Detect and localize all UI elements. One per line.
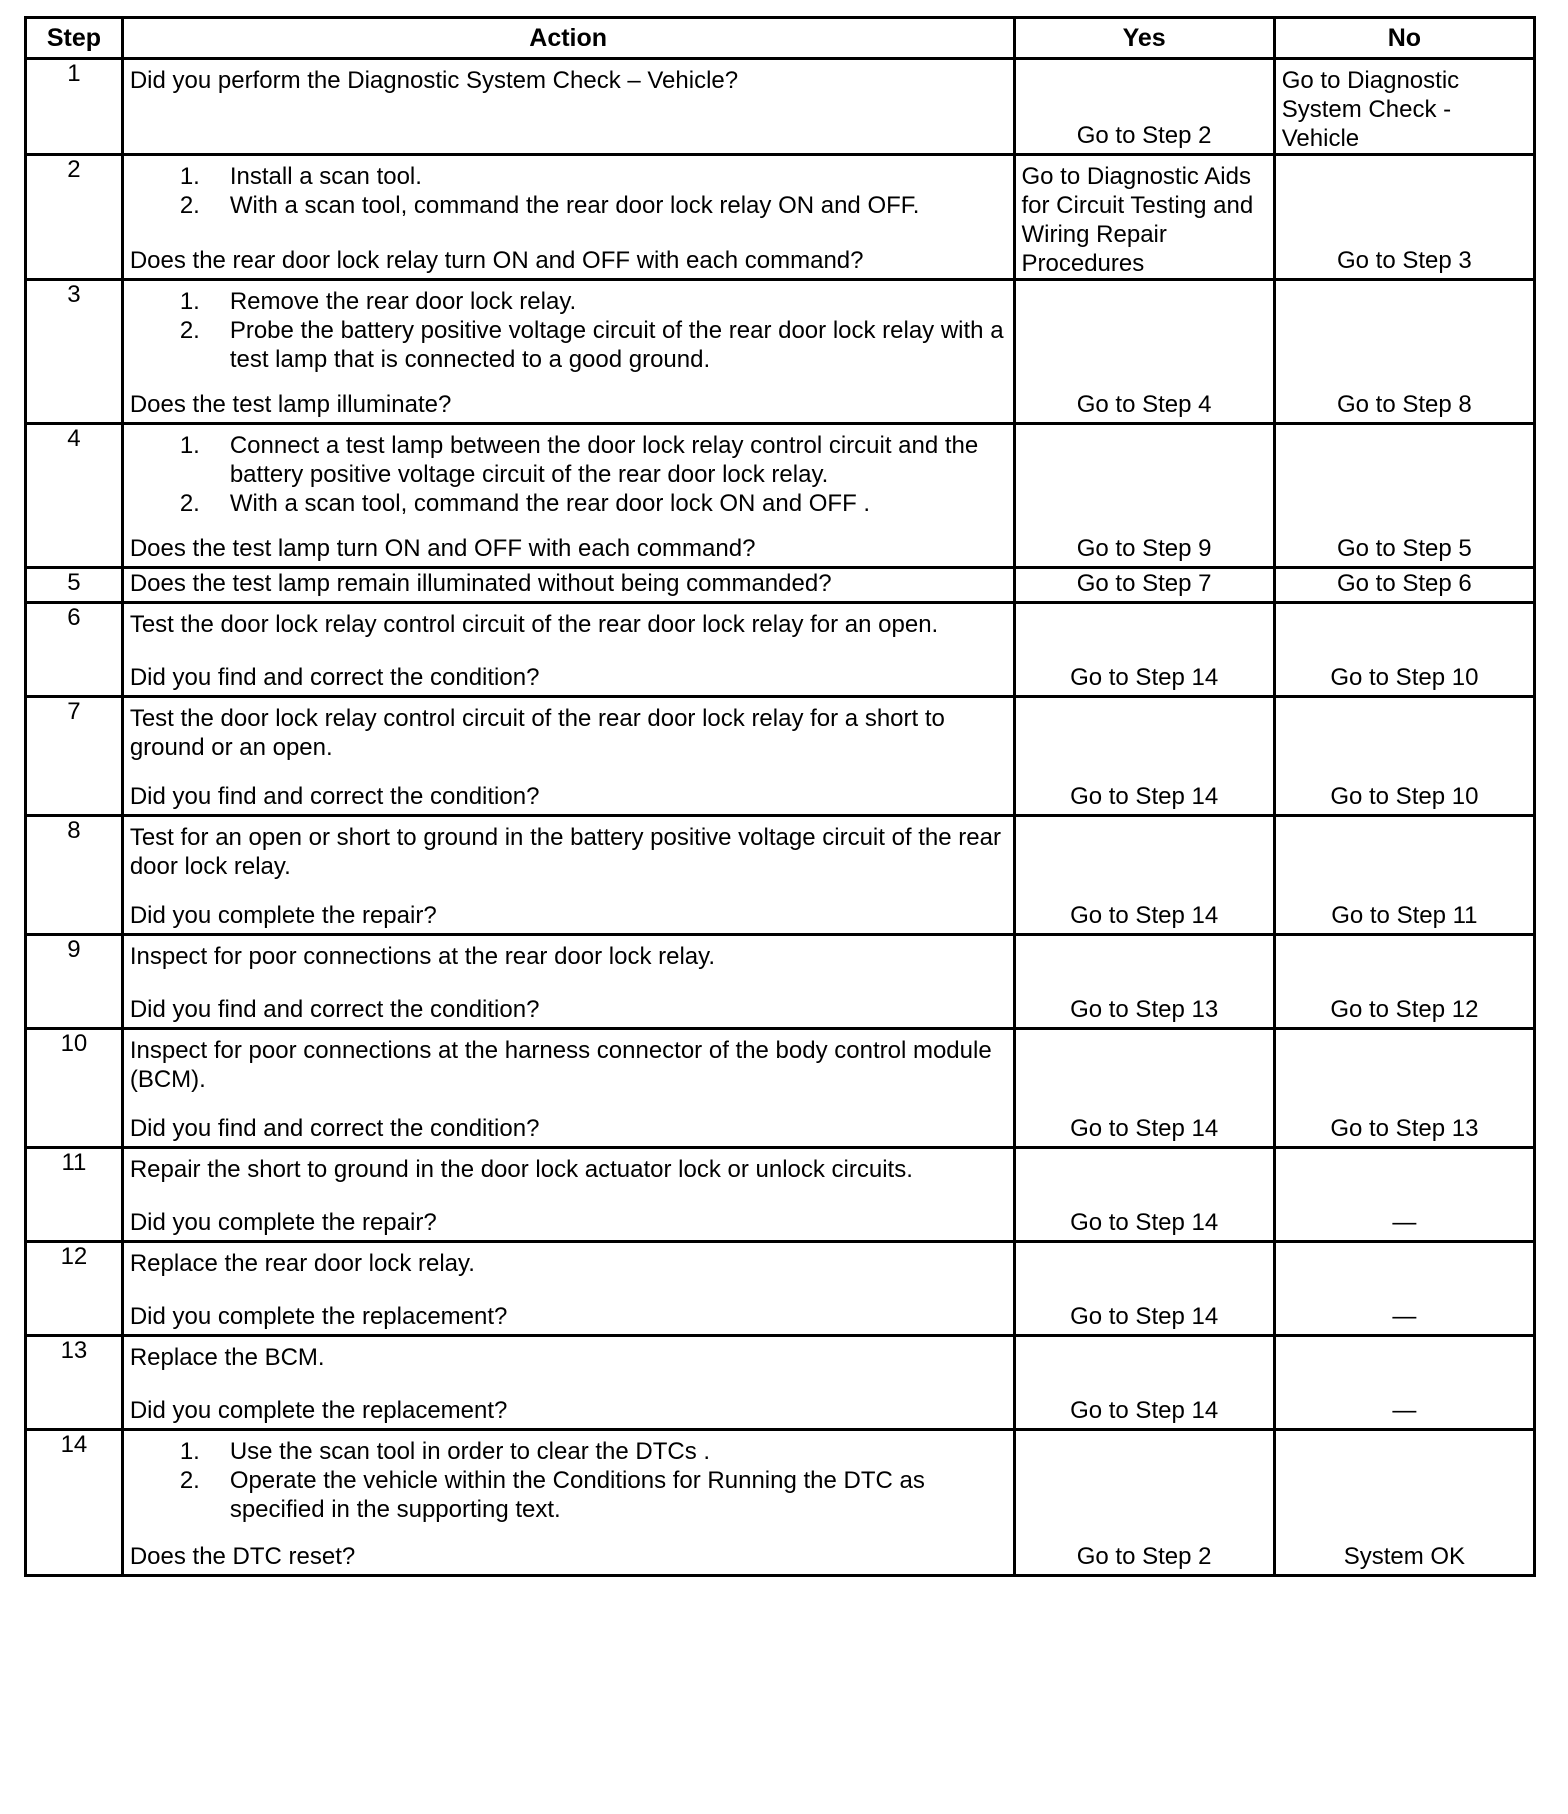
no-result: Go to Step 5 <box>1336 535 1472 562</box>
action-cell <box>122 603 1014 697</box>
action-question: Does the DTC reset? <box>129 1543 356 1570</box>
action-text: Test the door lock relay control circuit of the rear door lock relay for an open. <box>129 611 939 638</box>
yes-result: Go to Step 2 <box>1076 122 1212 149</box>
action-cell <box>122 155 1014 280</box>
yes-cell <box>1014 568 1274 603</box>
yes-cell <box>1014 1336 1274 1430</box>
no-result: Go to Step 10 <box>1330 664 1479 691</box>
action-substep: 2. Probe the battery positive voltage circuit of the rear door lock relay with a test lamp that is connected to a good ground. <box>179 317 1004 373</box>
yes-cell <box>1014 697 1274 816</box>
table-row <box>26 697 1535 816</box>
table-row <box>26 1242 1535 1336</box>
no-result: Go to Step 10 <box>1330 783 1479 810</box>
action-substep-text: With a scan tool, command the rear door lock relay ON and OFF. <box>229 192 920 219</box>
action-cell <box>122 1242 1014 1336</box>
yes-cell <box>1014 280 1274 424</box>
action-question: Did you find and correct the condition? <box>129 664 540 691</box>
table-row <box>26 1148 1535 1242</box>
no-cell <box>1274 59 1534 155</box>
yes-cell <box>1014 424 1274 568</box>
header-step: Step <box>26 18 123 59</box>
action-question: Does the rear door lock relay turn ON and OFF with each command? <box>129 247 864 274</box>
action-text: Did you perform the Diagnostic System Check – Vehicle? <box>129 67 739 94</box>
yes-result: Go to Step 14 <box>1070 1397 1219 1424</box>
no-cell <box>1274 568 1534 603</box>
action-substep-text: Install a scan tool. <box>229 163 422 190</box>
yes-cell <box>1014 1430 1274 1576</box>
action-substep: 1. Connect a test lamp between the door lock relay control circuit and the battery positive voltage circuit of the rear door lock relay. <box>179 432 979 488</box>
action-cell <box>122 697 1014 816</box>
step-number: 12 <box>26 1242 123 1336</box>
no-result: Go to Step 11 <box>1331 902 1478 929</box>
yes-result: Go to Step 14 <box>1070 664 1219 691</box>
no-cell <box>1274 1148 1534 1242</box>
action-question: Does the test lamp illuminate? <box>129 391 452 418</box>
action-question: Does the test lamp turn ON and OFF with each command? <box>129 535 756 562</box>
yes-cell <box>1014 603 1274 697</box>
action-question: Did you find and correct the condition? <box>129 1115 540 1142</box>
step-number: 5 <box>26 568 123 603</box>
yes-result: Go to Step 14 <box>1070 1303 1219 1330</box>
yes-result: Go to Step 14 <box>1070 1115 1219 1142</box>
action-text: Inspect for poor connections at the rear door lock relay. <box>129 943 716 970</box>
action-question: Did you complete the repair? <box>129 1209 437 1236</box>
yes-result: Go to Step 13 <box>1070 996 1219 1023</box>
table-row <box>26 603 1535 697</box>
table-row <box>26 816 1535 935</box>
no-result: System OK <box>1343 1543 1466 1570</box>
no-cell <box>1274 935 1534 1029</box>
table-row <box>26 280 1535 424</box>
action-cell <box>122 1336 1014 1430</box>
no-cell <box>1274 697 1534 816</box>
yes-cell <box>1014 155 1274 280</box>
action-question: Does the test lamp remain illuminated without being commanded? <box>129 570 832 597</box>
yes-result: Go to Step 4 <box>1076 391 1212 418</box>
action-substep: 2. With a scan tool, command the rear door lock relay ON and OFF. <box>179 192 920 219</box>
header-row <box>26 18 1535 59</box>
action-question: Did you find and correct the condition? <box>129 783 540 810</box>
table-row <box>26 155 1535 280</box>
table-row <box>26 59 1535 155</box>
action-substep-text: Probe the battery positive voltage circuit of the rear door lock relay with a test lamp that is connected to a good ground. <box>229 317 1004 373</box>
action-cell <box>122 1430 1014 1576</box>
action-cell <box>122 280 1014 424</box>
no-result: Go to Step 13 <box>1330 1115 1479 1142</box>
yes-result: Go to Step 14 <box>1070 1209 1219 1236</box>
action-substep-text: With a scan tool, command the rear door lock ON and OFF . <box>229 490 871 517</box>
action-substep-text: Use the scan tool in order to clear the DTCs . <box>229 1438 711 1465</box>
step-number: 2 <box>26 155 123 280</box>
action-substep-text: Remove the rear door lock relay. <box>229 288 577 315</box>
table-row <box>26 1430 1535 1576</box>
action-question: Did you find and correct the condition? <box>129 996 540 1023</box>
table-row <box>26 568 1535 603</box>
step-number: 8 <box>26 816 123 935</box>
no-cell <box>1274 603 1534 697</box>
yes-result: Go to Step 7 <box>1076 570 1212 597</box>
action-substep: 1. Use the scan tool in order to clear the DTCs . <box>179 1438 711 1465</box>
no-cell <box>1274 155 1534 280</box>
no-result: — <box>1392 1209 1417 1236</box>
no-result: Go to Step 8 <box>1336 391 1472 418</box>
step-number: 14 <box>26 1430 123 1576</box>
no-result: Go to Step 3 <box>1336 247 1472 274</box>
header-no: No <box>1274 18 1534 59</box>
yes-result: Go to Diagnostic Aids for Circuit Testing and Wiring Repair Procedures <box>1021 163 1254 277</box>
yes-cell <box>1014 1029 1274 1148</box>
table-row <box>26 1336 1535 1430</box>
action-text: Replace the rear door lock relay. <box>129 1250 475 1277</box>
yes-cell <box>1014 1242 1274 1336</box>
action-substep-text: Operate the vehicle within the Conditions for Running the DTC as specified in the supporting text. <box>229 1467 925 1523</box>
action-text: Test for an open or short to ground in the battery positive voltage circuit of the rear door lock relay. <box>129 824 1001 880</box>
action-question: Did you complete the repair? <box>129 902 437 929</box>
step-number: 1 <box>26 59 123 155</box>
action-substep: 1. Install a scan tool. <box>179 163 422 190</box>
action-substep: 2. Operate the vehicle within the Conditions for Running the DTC as specified in the supporting text. <box>179 1467 925 1523</box>
action-cell <box>122 424 1014 568</box>
header-yes: Yes <box>1014 18 1274 59</box>
no-result: Go to Diagnostic System Check - Vehicle <box>1281 67 1460 152</box>
action-cell <box>122 1029 1014 1148</box>
action-text: Replace the BCM. <box>129 1344 325 1371</box>
no-cell <box>1274 1029 1534 1148</box>
yes-cell <box>1014 816 1274 935</box>
yes-cell <box>1014 935 1274 1029</box>
yes-cell <box>1014 1148 1274 1242</box>
action-substep-text: Connect a test lamp between the door lock relay control circuit and the battery positive voltage circuit of the rear door lock relay. <box>229 432 979 488</box>
action-substep: 1. Remove the rear door lock relay. <box>179 288 577 315</box>
table-row <box>26 935 1535 1029</box>
action-question: Did you complete the replacement? <box>129 1397 508 1424</box>
table-row <box>26 1029 1535 1148</box>
action-cell <box>122 1148 1014 1242</box>
step-number: 3 <box>26 280 123 424</box>
yes-result: Go to Step 14 <box>1070 783 1219 810</box>
action-question: Did you complete the replacement? <box>129 1303 508 1330</box>
yes-result: Go to Step 9 <box>1076 535 1212 562</box>
step-number: 7 <box>26 697 123 816</box>
action-text: Test the door lock relay control circuit of the rear door lock relay for a short to ground or an open. <box>129 705 945 761</box>
no-result: — <box>1392 1303 1417 1330</box>
action-text: Inspect for poor connections at the harness connector of the body control module (BCM). <box>129 1037 992 1093</box>
no-cell <box>1274 280 1534 424</box>
no-cell <box>1274 1336 1534 1430</box>
no-cell <box>1274 1242 1534 1336</box>
diagnostic-table <box>24 16 1536 1577</box>
action-cell <box>122 935 1014 1029</box>
step-number: 6 <box>26 603 123 697</box>
no-cell <box>1274 424 1534 568</box>
action-text: Repair the short to ground in the door lock actuator lock or unlock circuits. <box>129 1156 913 1183</box>
step-number: 4 <box>26 424 123 568</box>
no-result: Go to Step 12 <box>1330 996 1479 1023</box>
step-number: 10 <box>26 1029 123 1148</box>
no-cell <box>1274 1430 1534 1576</box>
header-action: Action <box>122 18 1014 59</box>
yes-result: Go to Step 2 <box>1076 1543 1212 1570</box>
no-result: — <box>1392 1397 1417 1424</box>
step-number: 13 <box>26 1336 123 1430</box>
step-number: 11 <box>26 1148 123 1242</box>
no-cell <box>1274 816 1534 935</box>
action-cell <box>122 59 1014 155</box>
no-result: Go to Step 6 <box>1336 570 1472 597</box>
yes-result: Go to Step 14 <box>1070 902 1219 929</box>
action-substep: 2. With a scan tool, command the rear door lock ON and OFF . <box>179 490 871 517</box>
step-number: 9 <box>26 935 123 1029</box>
action-cell <box>122 568 1014 603</box>
yes-cell <box>1014 59 1274 155</box>
action-cell <box>122 816 1014 935</box>
table-row <box>26 424 1535 568</box>
